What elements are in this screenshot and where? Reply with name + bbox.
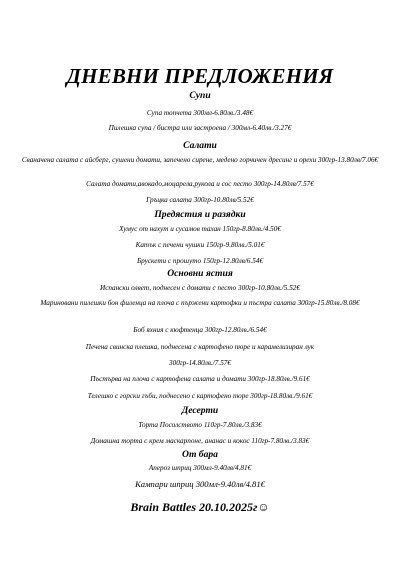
menu-item: 300гр-14.80лв./7.57€ xyxy=(169,359,231,367)
menu-item: Хумус от нахут и сусамов тахан 150гр-8.80лв./4.50€ xyxy=(119,225,281,233)
menu-item: Телешко с горски гъби, поднесено с картофено пюре 300гр-18.80лв./9.61€ xyxy=(87,392,313,400)
menu-item: Пилешка супа / бистра или застроена / 300мл-6.40лв./3.27€ xyxy=(108,124,292,132)
page-title: ДНЕВНИ ПРЕДЛОЖЕНИЯ xyxy=(66,64,334,88)
footer-event-line: Brain Battles 20.10.2025г☺ xyxy=(130,500,270,514)
menu-item: Мариновани пилешки бон филенца на плоча с пържени картофки и пъстра салата 300гр-15.80лв./8.08€ xyxy=(40,299,360,307)
menu-item: Испански олвет, поднесен с домати с песто 300гр-10.80лв./5.52€ xyxy=(100,284,300,292)
menu-item: Супа топчета 300мл-6.80лв./3.48€ xyxy=(146,109,254,117)
menu-item: Гръцка салата 300гр-10.80лв/5.52€ xyxy=(146,196,254,204)
section-heading-salads: Салати xyxy=(183,140,217,151)
section-heading-desserts: Десерти xyxy=(181,405,219,416)
menu-item: Торта Посолството 110гр-7.80лв./3.83€ xyxy=(138,421,262,429)
section-heading-bar: От бара xyxy=(182,449,218,460)
menu-item: Кампари шприц 300мл-9.40лв/4.81€ xyxy=(135,479,265,489)
menu-item: Сваначена салата с айсберг, сушени домати, запечено сирене, медено горчичен дресинг и орехи 300гр-13.80лв/7.06€ xyxy=(21,156,379,164)
menu-item: Пъстърва на плоча с картофена салата и домати 300гр-18.80лв./9.61€ xyxy=(90,375,310,383)
menu-item: Домашна торта с крем маскарпоне, ананас и кокос 110гр-7.80лв./3.83€ xyxy=(90,437,310,445)
section-heading-starters: Предястия и разядки xyxy=(154,209,246,220)
section-heading-soups: Супи xyxy=(189,90,211,101)
menu-item: Катък с печени чушки 150гр-9.80лв./5.01€ xyxy=(135,241,265,249)
menu-item: Брускети с прошуто 150гр-12.80лв/6.54€ xyxy=(136,257,264,265)
section-heading-mains: Основни ястия xyxy=(167,268,233,279)
menu-item: Боб яхния с кюфтенца 300гр-12.80лв./6.54€ xyxy=(133,326,267,334)
menu-item: Печена свинска плешка, поднесена с картофено пюре и карамелизиран лук xyxy=(85,343,315,351)
menu-item: Салата домати,авокадо,моцарела,рукола и сос песто 300гр-14.80лв/7.57€ xyxy=(86,180,314,188)
menu-item: Апероз шприц 300мл-9.40лв/4.81€ xyxy=(148,464,252,472)
